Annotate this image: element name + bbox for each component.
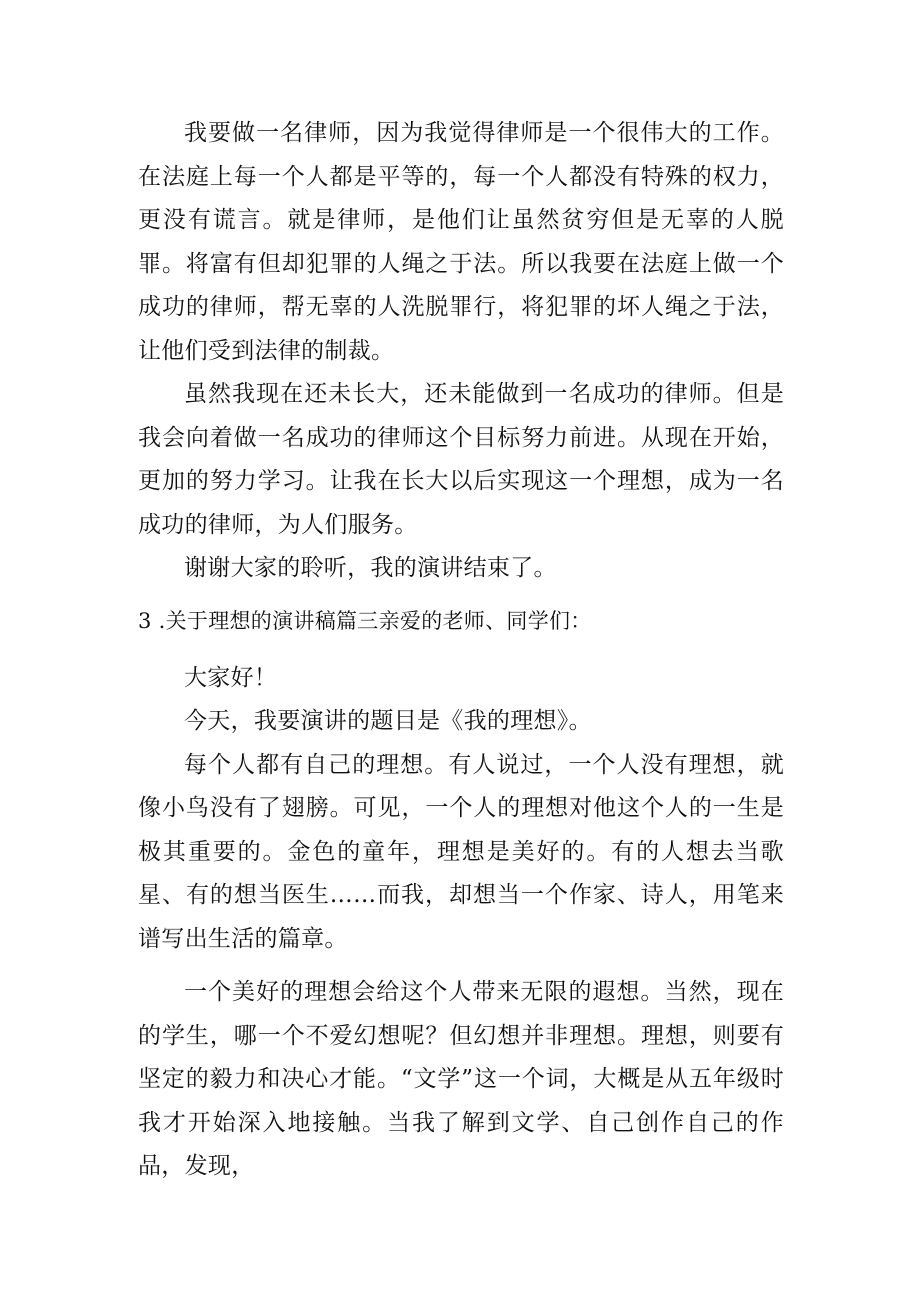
paragraph-everyone-has-dream: 每个人都有自己的理想。有人说过，一个人没有理想，就像小鸟没有了翅膀。可见，一个人的理想对他这个人的一生是极其重要的。金色的童年，理想是美好的。有的人想去当歌星、有的想当医生……而我，却想当一个作家、诗人，用笔来谱写出生活的篇章。 [138,751,784,952]
paragraph-closing-thanks: 谢谢大家的聆听，我的演讲结束了。 [184,555,557,581]
paragraph-greeting: 大家好！ [184,664,278,691]
section-heading: 3 .关于理想的演讲稿篇三亲爱的老师、同学们： [138,608,592,633]
paragraph-lawyer-dream: 我要做一名律师，因为我觉得律师是一个很伟大的工作。在法庭上每一个人都是平等的，每一个人都没有特殊的权力，更没有谎言。就是律师，是他们让虽然贫穷但是无辜的人脱罪。将富有但却犯罪的人绳之于法。所以我要在法庭上做一个成功的律师，帮无辜的人洗脱罪行，将犯罪的坏人绳之于法，让他们受到法律的制裁。 [138,120,784,364]
paragraph-literature: 一个美好的理想会给这个人带来无限的遐想。当然，现在的学生，哪一个不爱幻想呢？但幻想并非理想。理想，则要有坚定的毅力和决心才能。“文学”这一个词，大概是从五年级时我才开始深入地接触。当我了解到文学、自己创作自己的作品，发现， [138,979,784,1179]
document-page [138,112,784,1189]
paragraph-speech-title: 今天，我要演讲的题目是《我的理想》。 [184,708,592,734]
paragraph-future-effort: 虽然我现在还未长大，还未能做到一名成功的律师。但是我会向着做一名成功的律师这个目标努力前进。从现在开始，更加的努力学习。让我在长大以后实现这一个理想，成为一名成功的律师，为人们服务。 [138,381,784,538]
